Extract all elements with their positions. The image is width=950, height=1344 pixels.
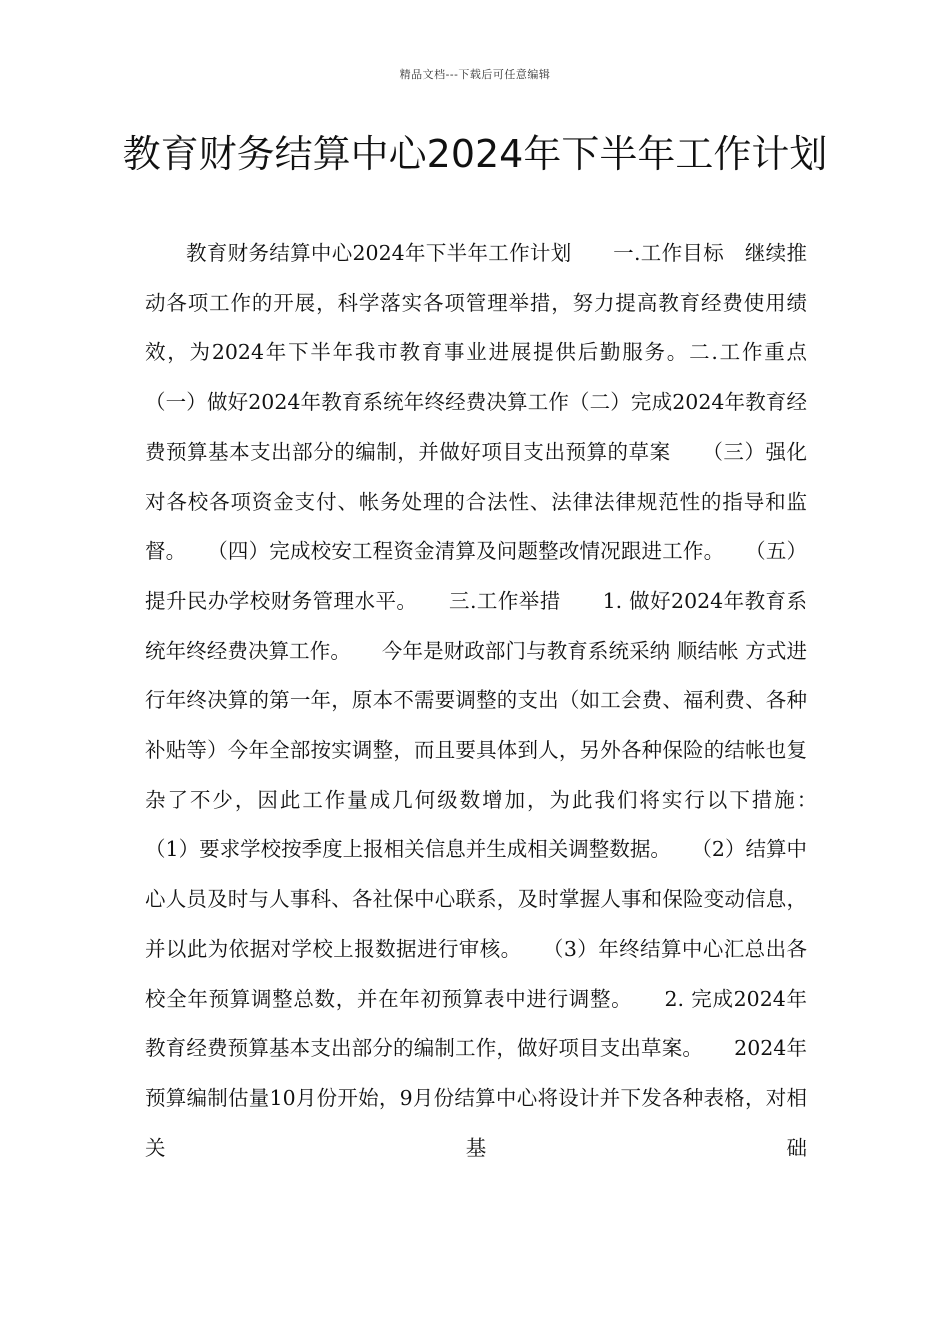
document-title: 教育财务结算中心2024年下半年工作计划 bbox=[122, 132, 828, 176]
body-paragraph: 教育财务结算中心2024年下半年工作计划 一.工作目标 继续推动各项工作的开展，科学落实各项管理举措，努力提高教育经费使用绩效，为2024年下半年我市教育事业进展提供后勤服务。二.工作重点 （一）做好2024年教育系统年终经费决算工作（二）完成2024年教育经费预算基本支出部分的编制，并做好项目支出预算的草案 （三）强化对各校各项资金支付、帐务处理的合法性、法律法律规范性的指导和监督。 （四）完成校安工程资金清算及问题整改情况跟进工作。 （五）提升民办学校财务管理水平。 三.工作举措 1. 做好2024年教育系统年终经费决算工作。 今年是财政部门与教育系统采纳 顺结帐 方式进行年终决算的第一年，原本不需要调整的支出（如工会费、福利费、各种补贴等）今年全部按实调整，而且要具体到人，另外各种保险的结帐也复杂了不少，因此工作量成几何级数增加，为此我们将实行以下措施： （1）要求学校按季度上报相关信息并生成相关调整数据。 （2）结算中心人员及时与人事科、各社保中心联系，及时掌握人事和保险变动信息，并以此为依据对学校上报数据进行审核。 （3）年终结算中心汇总出各校全年预算调整总数，并在年初预算表中进行调整。 2. 完成2024年教育经费预算基本支出部分的编制工作，做好项目支出草案。 2024年预算编制估量10月份开始，9月份结算中心将设计并下发各种表格，对相关基础 bbox=[145, 241, 848, 1160]
header-note: 精品文档---下载后可任意编辑 bbox=[399, 68, 551, 81]
